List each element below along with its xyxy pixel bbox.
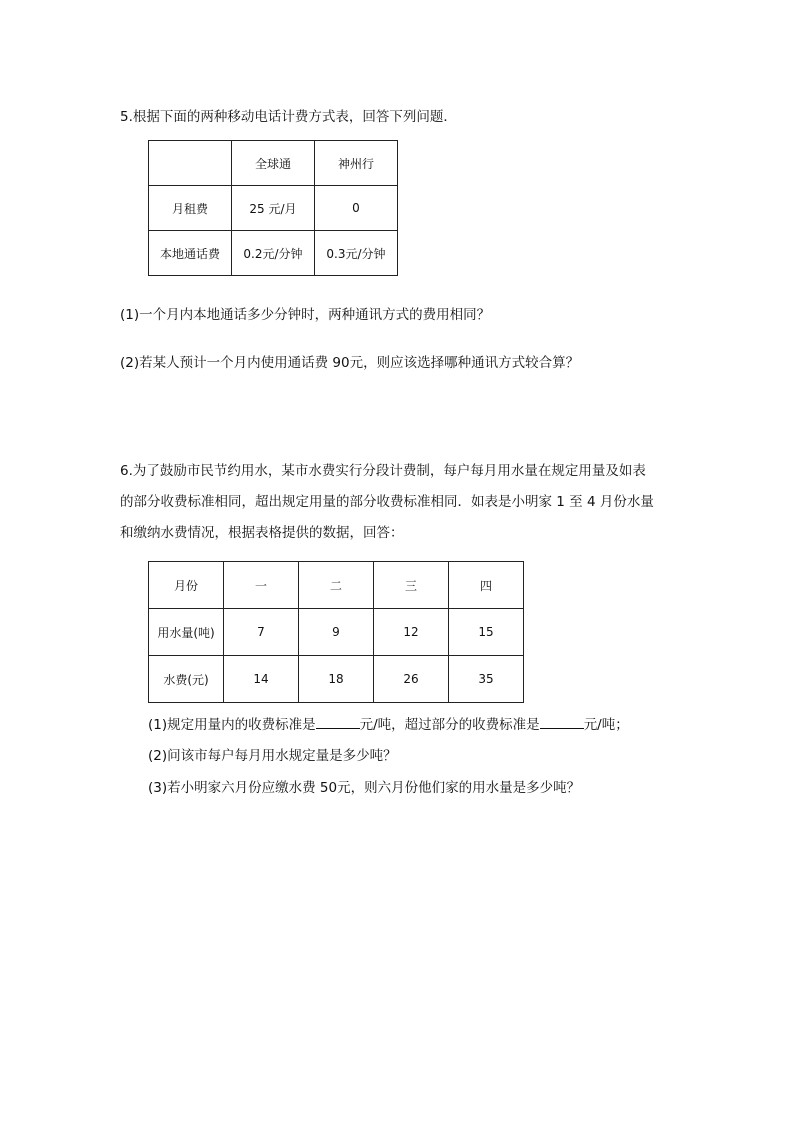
table-cell: 35: [449, 656, 524, 703]
table-cell: 月份: [149, 562, 224, 609]
table-cell: 7: [224, 609, 299, 656]
table-cell: 18: [299, 656, 374, 703]
question-6-part-2: (2)问该市每户每月用水规定量是多少吨？: [148, 748, 397, 764]
table-row: [149, 656, 524, 703]
answer-blank-2[interactable]: [540, 717, 584, 729]
table-row: [149, 141, 398, 186]
phone-fee-table: [148, 140, 398, 276]
table-cell: 四: [449, 562, 524, 609]
table-cell: 26: [374, 656, 449, 703]
question-6-part-1-text-a: (1)规定用量内的收费标准是: [148, 717, 316, 733]
question-5-part-2: (2)若某人预计一个月内使用通话费 90元，则应该选择哪种通讯方式较合算？: [120, 355, 580, 371]
table-cell: 水费(元): [149, 656, 224, 703]
table-cell: 14: [224, 656, 299, 703]
question-6-part-1: [148, 713, 629, 733]
table-row: [149, 562, 524, 609]
table-cell: 用水量(吨): [149, 609, 224, 656]
question-5-part-1: (1)一个月内本地通话多少分钟时，两种通讯方式的费用相同？: [120, 307, 491, 323]
table-cell: 12: [374, 609, 449, 656]
table-row: [149, 231, 398, 276]
table-row: [149, 609, 524, 656]
question-6-intro-line-3: 和缴纳水费情况，根据表格提供的数据，回答：: [120, 525, 404, 541]
table-row: [149, 186, 398, 231]
table-cell: 二: [299, 562, 374, 609]
table-cell: [149, 141, 232, 186]
question-6-intro-line-1: 6.为了鼓励市民节约用水，某市水费实行分段计费制，每户每月用水量在规定用量及如表: [120, 463, 646, 479]
table-cell: 本地通话费: [149, 231, 232, 276]
table-cell: 0.3元/分钟: [315, 231, 398, 276]
answer-blank-1[interactable]: [316, 717, 360, 729]
table-cell: 0.2元/分钟: [232, 231, 315, 276]
table-cell: 15: [449, 609, 524, 656]
question-6-part-1-text-b: 元/吨，超过部分的收费标准是: [359, 717, 540, 733]
table-cell: 全球通: [232, 141, 315, 186]
question-5-title: 5.根据下面的两种移动电话计费方式表，回答下列问题．: [120, 109, 457, 125]
question-6-intro-line-2: 的部分收费标准相同，超出规定用量的部分收费标准相同．如表是小明家 1 至 4 月份水量: [120, 494, 654, 510]
table-cell: 月租费: [149, 186, 232, 231]
water-fee-table: [148, 561, 524, 703]
table-cell: 9: [299, 609, 374, 656]
table-cell: 神州行: [315, 141, 398, 186]
question-6-part-1-text-c: 元/吨；: [583, 717, 629, 733]
table-cell: 0: [315, 186, 398, 231]
question-6-part-3: (3)若小明家六月份应缴水费 50元，则六月份他们家的用水量是多少吨？: [148, 780, 581, 796]
table-cell: 一: [224, 562, 299, 609]
table-cell: 25 元/月: [232, 186, 315, 231]
table-cell: 三: [374, 562, 449, 609]
